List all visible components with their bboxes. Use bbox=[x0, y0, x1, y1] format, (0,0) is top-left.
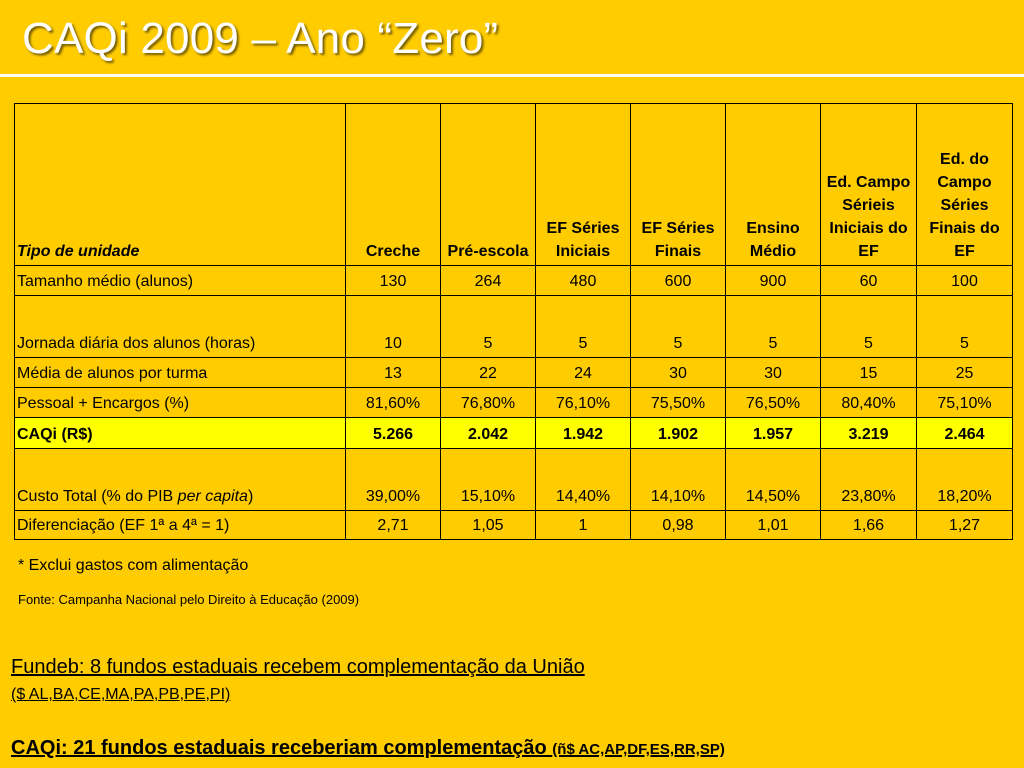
table-cell: 60 bbox=[821, 266, 917, 296]
row-label: Diferenciação (EF 1ª a 4ª = 1) bbox=[15, 511, 346, 540]
table-cell: 18,20% bbox=[917, 449, 1013, 511]
row-label-prefix: Custo Total (% do PIB bbox=[17, 488, 178, 505]
table-cell: 600 bbox=[631, 266, 726, 296]
table-cell: 30 bbox=[631, 358, 726, 388]
row-label: Jornada diária dos alunos (horas) bbox=[15, 296, 346, 358]
table-cell: 5 bbox=[631, 296, 726, 358]
table-cell: 25 bbox=[917, 358, 1013, 388]
table-cell: 76,50% bbox=[726, 388, 821, 418]
footnote: * Exclui gastos com alimentação bbox=[18, 557, 249, 574]
table-cell: 14,50% bbox=[726, 449, 821, 511]
caqi-statement bbox=[11, 737, 725, 760]
table-row bbox=[15, 358, 1013, 388]
header-cell: EF Séries Iniciais bbox=[536, 104, 631, 266]
row-label bbox=[15, 449, 346, 511]
table-cell: 1.942 bbox=[536, 418, 631, 449]
table-cell: 1.902 bbox=[631, 418, 726, 449]
table-cell: 15 bbox=[821, 358, 917, 388]
table-cell: 5 bbox=[726, 296, 821, 358]
row-label: CAQi (R$) bbox=[15, 418, 346, 449]
header-cell: Creche bbox=[346, 104, 441, 266]
table-row bbox=[15, 388, 1013, 418]
table-cell: 75,50% bbox=[631, 388, 726, 418]
row-label-italic: per capita bbox=[177, 488, 248, 505]
table-cell: 10 bbox=[346, 296, 441, 358]
header-cell: EF Séries Finais bbox=[631, 104, 726, 266]
header-cell: Ensino Médio bbox=[726, 104, 821, 266]
table-cell: 1,27 bbox=[917, 511, 1013, 540]
table-cell: 80,40% bbox=[821, 388, 917, 418]
table-cell: 15,10% bbox=[441, 449, 536, 511]
table-cell: 130 bbox=[346, 266, 441, 296]
table-cell: 23,80% bbox=[821, 449, 917, 511]
row-label-suffix: ) bbox=[247, 488, 254, 505]
slide-title: CAQi 2009 – Ano “Zero” bbox=[22, 14, 499, 63]
fundeb-states: ($ AL,BA,CE,MA,PA,PB,PE,PI) bbox=[11, 686, 231, 703]
table-cell: 100 bbox=[917, 266, 1013, 296]
row-label: Média de alunos por turma bbox=[15, 358, 346, 388]
table-cell: 81,60% bbox=[346, 388, 441, 418]
table-cell: 5.266 bbox=[346, 418, 441, 449]
caqi-statement-states: (ñ$ AC,AP,DF,ES,RR,SP) bbox=[552, 741, 725, 758]
table-cell: 2.464 bbox=[917, 418, 1013, 449]
header-cell: Tipo de unidade bbox=[15, 104, 346, 266]
table-cell: 75,10% bbox=[917, 388, 1013, 418]
table-row bbox=[15, 449, 1013, 511]
table-header-row bbox=[15, 104, 1013, 266]
header-cell: Pré-escola bbox=[441, 104, 536, 266]
table-cell: 13 bbox=[346, 358, 441, 388]
table-row bbox=[15, 296, 1013, 358]
table-cell: 264 bbox=[441, 266, 536, 296]
table-cell: 76,10% bbox=[536, 388, 631, 418]
table-cell: 14,40% bbox=[536, 449, 631, 511]
row-label: Pessoal + Encargos (%) bbox=[15, 388, 346, 418]
fundeb-statement: Fundeb: 8 fundos estaduais recebem complementação da União bbox=[11, 656, 585, 678]
table-cell: 3.219 bbox=[821, 418, 917, 449]
table-cell: 22 bbox=[441, 358, 536, 388]
table-cell: 5 bbox=[821, 296, 917, 358]
table-cell: 900 bbox=[726, 266, 821, 296]
row-label: Tamanho médio (alunos) bbox=[15, 266, 346, 296]
table-cell: 0,98 bbox=[631, 511, 726, 540]
table-cell: 2,71 bbox=[346, 511, 441, 540]
table-cell: 1.957 bbox=[726, 418, 821, 449]
table-cell: 24 bbox=[536, 358, 631, 388]
caqi-statement-text: CAQi: 21 fundos estaduais receberiam complementação bbox=[11, 737, 553, 759]
table-cell: 2.042 bbox=[441, 418, 536, 449]
table-row-highlighted bbox=[15, 418, 1013, 449]
title-divider bbox=[0, 74, 1024, 77]
source-citation: Fonte: Campanha Nacional pelo Direito à Educação (2009) bbox=[18, 592, 360, 607]
table-cell: 30 bbox=[726, 358, 821, 388]
table-cell: 1 bbox=[536, 511, 631, 540]
table-cell: 480 bbox=[536, 266, 631, 296]
table-cell: 1,05 bbox=[441, 511, 536, 540]
table-cell: 39,00% bbox=[346, 449, 441, 511]
table-cell: 76,80% bbox=[441, 388, 536, 418]
caqi-table bbox=[14, 103, 1013, 540]
table-cell: 14,10% bbox=[631, 449, 726, 511]
table-cell: 1,66 bbox=[821, 511, 917, 540]
table-cell: 1,01 bbox=[726, 511, 821, 540]
table-row bbox=[15, 511, 1013, 540]
table-cell: 5 bbox=[536, 296, 631, 358]
table-cell: 5 bbox=[917, 296, 1013, 358]
table-row bbox=[15, 266, 1013, 296]
header-cell: Ed. do Campo Séries Finais do EF bbox=[917, 104, 1013, 266]
table-cell: 5 bbox=[441, 296, 536, 358]
header-cell: Ed. Campo Sérieis Iniciais do EF bbox=[821, 104, 917, 266]
